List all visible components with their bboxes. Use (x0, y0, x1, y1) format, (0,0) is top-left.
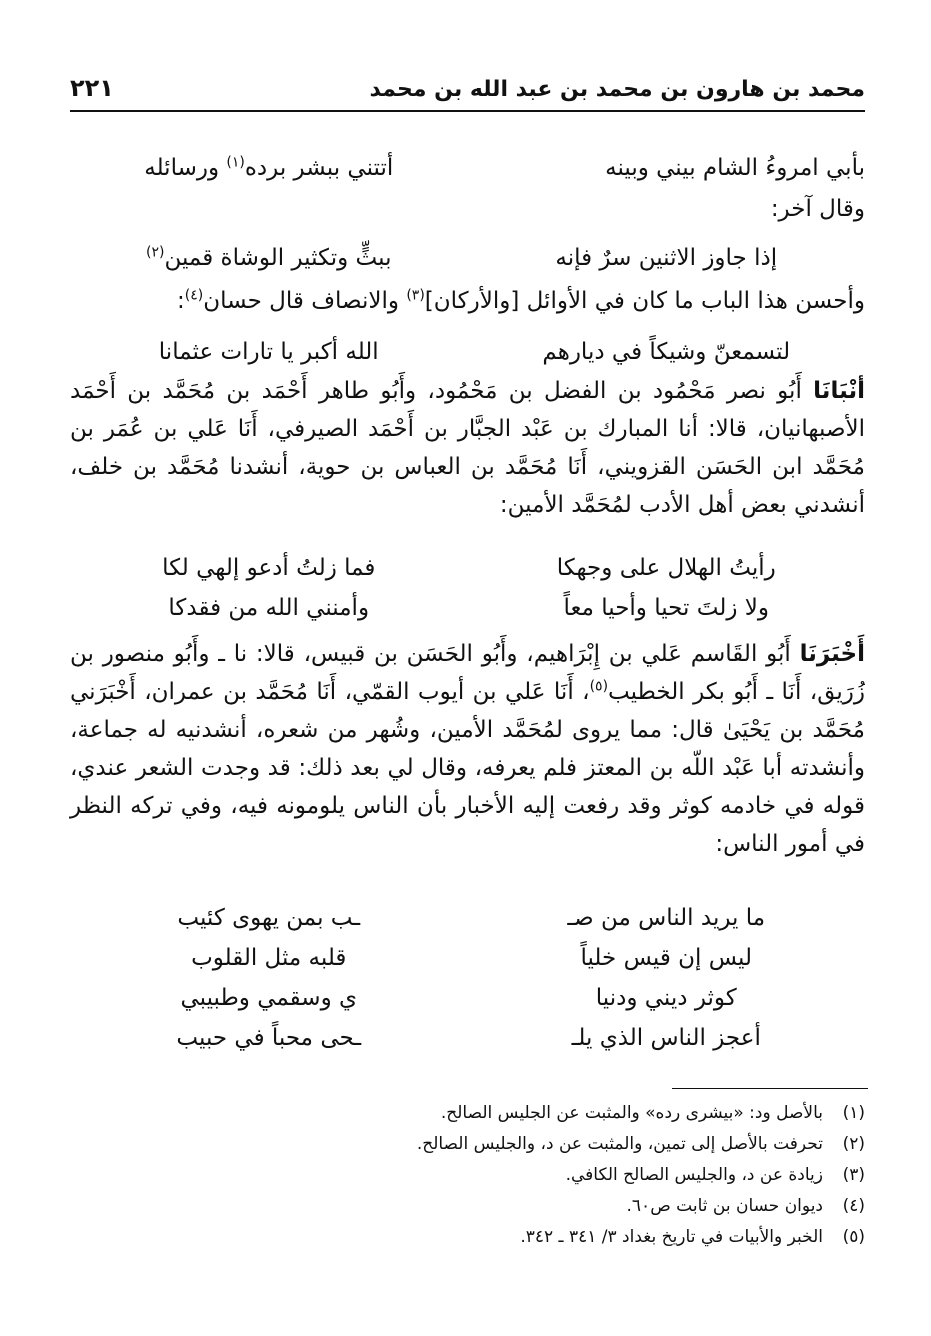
paragraph-1 (70, 372, 865, 524)
footnote-4-text: ديوان حسان بن ثابت ص٦٠. (626, 1196, 823, 1216)
footnote-1 (70, 1098, 865, 1129)
footnote-3-number: (٣) (842, 1165, 865, 1185)
footnote-1-text: بالأصل ود: «بيشرى رده» والمثبت عن الجليس الصالح. (440, 1103, 823, 1123)
paragraph-2 (70, 635, 865, 863)
verse-1-tail: ورسائله (144, 155, 227, 181)
footnote-4-number: (٤) (842, 1196, 865, 1216)
paragraph-2-text-b: ، أَنَا عَلي بن أيوب القمّي، أَنَا مُحَمَّد بن عمران، أَخْبَرَني مُحَمَّد بن يَحْيَىٰ قال: مما يروى لمُحَمَّد الأمين، وشُهر من شعره، أنشدنيه له جماعة، وأنشدته أبا عَبْد اللّه بن المعتز فلم يعرفه، وقال لي بعد ذلك: قد وجدت الشعر عندي، قوله في خادمه كوثر وقد رفعت إليه الأخبار بأن الناس يلومونه فيه، وفي تركه النظر في أمور الناس: (70, 679, 865, 857)
page-header (70, 70, 865, 112)
footnote-3 (70, 1160, 865, 1191)
verse-3-first-hemistich: لتسمعنّ وشيكاً في ديارهم (542, 339, 791, 365)
verse-2 (70, 238, 865, 278)
verse-5-line-3 (70, 978, 865, 1018)
verse-4-line-2-first: ولا زلتَ تحيا وأحيا معاً (563, 595, 769, 621)
footnote-ref-2: (٢) (146, 244, 165, 261)
line-ahsan-b: والانصاف قال حسان (203, 288, 407, 314)
verse-4-line-1-second: فما زلتُ أدعو إلهي لكا (162, 555, 376, 581)
page-number: ٢٢١ (70, 74, 114, 102)
verse-5-line-2-second: قلبه مثل القلوب (191, 945, 347, 971)
verse-4 (70, 548, 865, 628)
verse-4-line-2 (70, 588, 865, 628)
line-ahsan (70, 282, 865, 320)
line-ahsan-a: وأحسن هذا الباب ما كان في الأوائل [والأركان] (424, 288, 865, 314)
footnote-4 (70, 1191, 865, 1222)
verse-5-line-1-second: ـب بمن يهوى كئيب (177, 905, 361, 931)
verse-5-line-4-second: ـحى محباً في حبيب (176, 1025, 362, 1051)
verse-5-line-2 (70, 938, 865, 978)
verse-5-line-2-first: ليس إن قيس خلياً (580, 945, 753, 971)
verse-3 (70, 332, 865, 372)
verse-5 (70, 898, 865, 1058)
verse-5-line-3-second: ي وسقمي وطبيبي (180, 985, 357, 1011)
footnote-5 (70, 1222, 865, 1253)
paragraph-2-lead: أَخْبَرَنَا (799, 641, 865, 667)
line-ahsan-c: : (177, 288, 185, 314)
footnote-ref-5: (٥) (589, 678, 609, 695)
paragraph-1-text: أَبُو نصر مَحْمُود بن الفضل بن مَحْمُود، وأَبُو طاهر أَحْمَد بن مُحَمَّد بن أَحْمَد الأصبهانيان، قالا: أنا المبارك بن عَبْد الجبَّار بن أَحْمَد الصيرفي، أَنَا عَلي بن عُمَر بن مُحَمَّد ابن الحَسَن القزويني، أَنَا مُحَمَّد بن العباس بن حوية، أنشدنا مُحَمَّد بن خلف، أنشدني بعض أهل الأدب لمُحَمَّد الأمين: (70, 378, 865, 518)
footnote-2 (70, 1129, 865, 1160)
line-waqala (70, 190, 865, 228)
footnote-5-text: الخبر والأبيات في تاريخ بغداد ٣/ ٣٤١ ـ ٣٤٢. (520, 1227, 823, 1247)
footnote-3-text: زيادة عن د، والجليس الصالح الكافي. (565, 1165, 823, 1185)
running-head: محمد بن هارون بن محمد بن عبد الله بن محمد (369, 77, 865, 102)
paragraph-2-text-a: أَبُو القَاسم عَلي بن إِبْرَاهيم، وأَبُو الحَسَن بن قبيس، قالا: نا ـ وأَبُو منصور بن زُرَيق، أَنَا ـ أَبُو بكر الخطيب (70, 641, 865, 705)
verse-4-line-1-first: رأيتُ الهلال على وجهكا (556, 555, 776, 581)
verse-1 (70, 148, 865, 188)
verse-2-first-hemistich: إذا جاوز الاثنين سرٌ فإنه (555, 245, 778, 271)
verse-1-first-hemistich: بأبي امروءُ الشام بيني وبينه (605, 155, 865, 181)
footnote-ref-1: (١) (226, 154, 245, 171)
verse-2-second-hemistich: ببثٍّ وتكثير الوشاة قمين (164, 245, 392, 271)
verse-4-line-2-second: وأمنني الله من فقدكا (168, 595, 370, 621)
paragraph-1-lead: أنْبَانَا (813, 378, 865, 404)
verse-5-line-3-first: كوثر ديني ودنيا (595, 985, 737, 1011)
footnote-2-text: تحرفت بالأصل إلى تمين، والمثبت عن د، والجليس الصالح. (416, 1134, 823, 1154)
verse-1-second-hemistich: أتتني ببشر برده (244, 155, 394, 181)
footnote-divider (672, 1088, 868, 1089)
verse-5-line-4 (70, 1018, 865, 1058)
footnote-ref-3: (٣) (406, 287, 425, 304)
footnote-2-number: (٢) (842, 1134, 865, 1154)
footnotes (70, 1098, 865, 1253)
verse-3-second-hemistich: الله أكبر يا تارات عثمانا (158, 339, 379, 365)
line-waqala-text: وقال آخر: (770, 196, 865, 222)
footnote-1-number: (١) (842, 1103, 865, 1123)
verse-5-line-1-first: ما يريد الناس من صـ (567, 905, 766, 931)
verse-4-line-1 (70, 548, 865, 588)
footnote-5-number: (٥) (842, 1227, 865, 1247)
footnote-ref-4: (٤) (184, 287, 204, 304)
verse-5-line-4-first: أعجز الناس الذي يلـ (571, 1025, 761, 1051)
verse-5-line-1 (70, 898, 865, 938)
